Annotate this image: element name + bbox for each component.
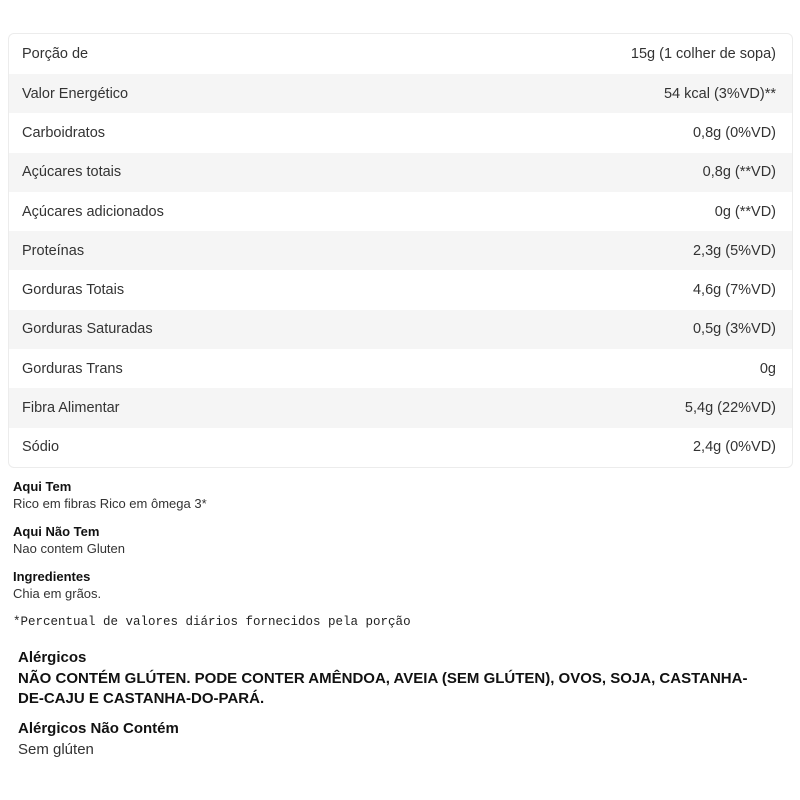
aqui-nao-tem-title: Aqui Não Tem <box>13 524 100 539</box>
nutrition-value: 0,8g (**VD) <box>702 164 776 181</box>
allergens-text: NÃO CONTÉM GLÚTEN. PODE CONTER AMÊNDOA, AVEIA (SEM GLÚTEN), OVOS, SOJA, CASTANHA-DE-CAJU E CASTANHA-DO-PARÁ. <box>18 670 748 707</box>
nutrition-row-trans-fat <box>9 349 792 388</box>
nutrition-row-added-sugars <box>9 192 792 231</box>
allergens-free-text: Sem glúten <box>18 741 94 758</box>
aqui-tem-text: Rico em fibras Rico em ômega 3* <box>13 496 207 511</box>
nutrition-value: 0g <box>759 360 776 377</box>
nutrition-label: Gorduras Totais <box>22 282 125 299</box>
nutrition-table <box>8 33 793 468</box>
nutrition-label: Fibra Alimentar <box>22 400 120 417</box>
nutrition-label: Gorduras Saturadas <box>22 321 153 338</box>
ingredients-title: Ingredientes <box>13 569 91 584</box>
ingredients-section <box>13 569 783 602</box>
nutrition-row-total-fat <box>9 270 792 309</box>
nutrition-label: Açúcares adicionados <box>22 203 164 220</box>
nutrition-row-energy <box>9 74 792 113</box>
nutrition-value: 2,3g (5%VD) <box>692 242 776 259</box>
nutrition-label: Carboidratos <box>22 124 106 141</box>
nutrition-value: 4,6g (7%VD) <box>692 282 776 299</box>
daily-value-footnote: *Percentual de valores diários fornecidos pela porção <box>13 615 411 629</box>
nutrition-row-total-sugars <box>9 153 792 192</box>
nutrition-label: Açúcares totais <box>22 164 122 181</box>
aqui-tem-title: Aqui Tem <box>13 479 72 494</box>
nutrition-label: Gorduras Trans <box>22 360 123 377</box>
aqui-tem-section <box>13 479 783 512</box>
nutrition-row-carbs <box>9 113 792 152</box>
nutrition-row-sodium <box>9 428 792 467</box>
nutrition-label: Valor Energético <box>22 85 129 102</box>
nutrition-label: Proteínas <box>22 242 85 259</box>
nutrition-row-portion <box>9 34 792 74</box>
nutrition-value: 0,8g (0%VD) <box>692 124 776 141</box>
nutrition-row-fiber <box>9 388 792 427</box>
nutrition-value: 15g (1 colher de sopa) <box>630 46 776 62</box>
nutrition-value: 0,5g (3%VD) <box>692 321 776 338</box>
allergens-title: Alérgicos <box>18 649 87 666</box>
nutrition-value: 0g (**VD) <box>714 203 776 220</box>
aqui-nao-tem-text: Nao contem Gluten <box>13 541 126 556</box>
nutrition-row-protein <box>9 231 792 270</box>
nutrition-label: Sódio <box>22 439 60 456</box>
allergens-free-title: Alérgicos Não Contém <box>18 720 179 737</box>
aqui-nao-tem-section <box>13 524 783 557</box>
ingredients-text: Chia em grãos. <box>13 586 102 601</box>
nutrition-label: Porção de <box>22 46 89 62</box>
nutrition-row-saturated-fat <box>9 310 792 349</box>
nutrition-value: 5,4g (22%VD) <box>684 400 776 417</box>
nutrition-value: 2,4g (0%VD) <box>692 439 776 456</box>
nutrition-value: 54 kcal (3%VD)** <box>663 85 776 102</box>
